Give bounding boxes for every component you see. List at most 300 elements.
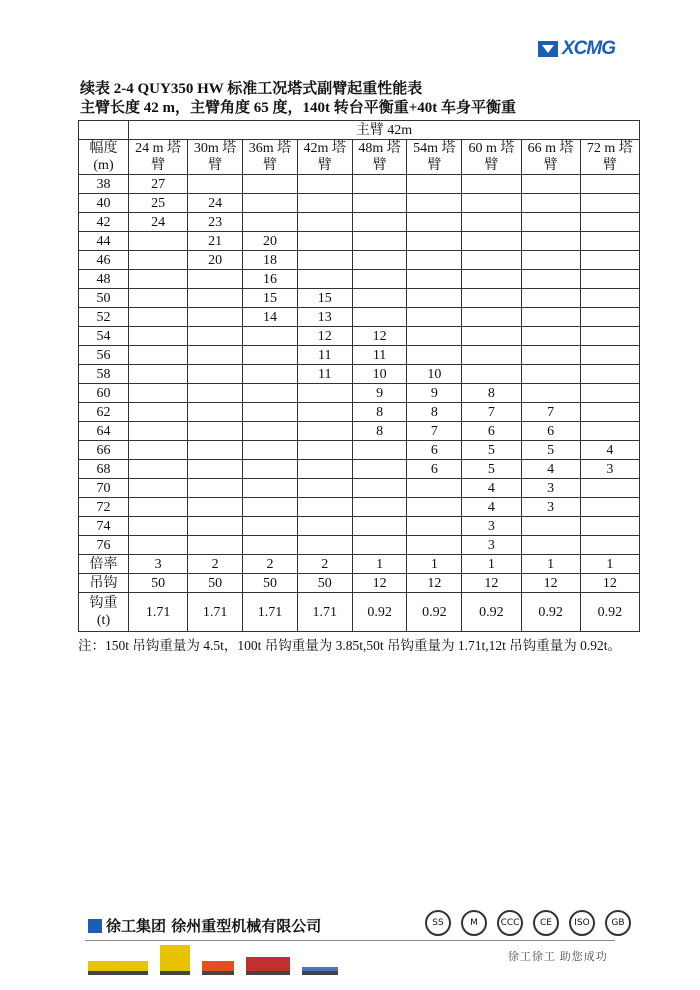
capacity-cell — [407, 346, 462, 365]
certification-ss-icon: SS — [425, 910, 451, 936]
capacity-cell — [580, 498, 639, 517]
column-header-line: 36m 塔 — [248, 141, 292, 156]
capacity-cell: 27 — [129, 175, 188, 194]
corner-cell — [79, 121, 129, 140]
capacity-cell — [407, 289, 462, 308]
capacity-cell — [297, 175, 352, 194]
capacity-cell — [580, 175, 639, 194]
table-row — [79, 479, 640, 498]
capacity-cell — [243, 365, 298, 384]
table-row — [79, 175, 640, 194]
capacity-cell: 7 — [521, 403, 580, 422]
capacity-cell — [407, 498, 462, 517]
table-row — [79, 213, 640, 232]
load-chart-table — [78, 120, 640, 632]
column-header-line: 臂 — [372, 158, 387, 173]
capacity-cell — [129, 365, 188, 384]
capacity-cell — [580, 308, 639, 327]
capacity-cell — [407, 232, 462, 251]
certification-ce-icon: CE — [533, 910, 559, 936]
table-row — [79, 384, 640, 403]
hook-weight-cell: 0.92 — [352, 593, 407, 632]
hook-weight-cell: 0.92 — [521, 593, 580, 632]
capacity-cell: 6 — [462, 422, 521, 441]
capacity-cell — [188, 308, 243, 327]
capacity-cell: 12 — [352, 327, 407, 346]
capacity-cell — [129, 289, 188, 308]
certification-iso-icon: ISO — [569, 910, 595, 936]
brand-logo-text: XCMG — [562, 38, 615, 59]
capacity-cell — [580, 479, 639, 498]
capacity-cell — [297, 460, 352, 479]
capacity-cell: 8 — [407, 403, 462, 422]
column-header-line: 30m 塔 — [193, 141, 237, 156]
capacity-cell: 3 — [521, 479, 580, 498]
column-header-row — [79, 140, 640, 175]
radius-cell: 76 — [79, 536, 129, 555]
capacity-cell — [352, 213, 407, 232]
capacity-cell — [580, 327, 639, 346]
capacity-cell: 11 — [297, 365, 352, 384]
capacity-cell — [297, 232, 352, 251]
column-header-line: 66 m 塔 — [527, 141, 574, 156]
capacity-cell — [129, 327, 188, 346]
capacity-cell: 5 — [462, 441, 521, 460]
column-header — [352, 140, 407, 175]
hook-weight-row — [79, 593, 640, 632]
radius-header-line: 幅度 — [89, 141, 118, 156]
hook-weight-cell: 1.71 — [297, 593, 352, 632]
footnote: 注：150t 吊钩重量为 4.5t，100t 吊钩重量为 3.85t,50t 吊钩重量为 1.71t,12t 吊钩重量为 0.92t。 — [78, 638, 622, 653]
capacity-cell — [580, 403, 639, 422]
capacity-cell — [580, 536, 639, 555]
table-row — [79, 498, 640, 517]
capacity-cell: 24 — [188, 194, 243, 213]
hook-weight-cell: 1.71 — [243, 593, 298, 632]
capacity-cell: 4 — [462, 479, 521, 498]
column-header-line: 72 m 塔 — [586, 141, 633, 156]
capacity-cell — [521, 346, 580, 365]
capacity-cell — [580, 365, 639, 384]
capacity-cell — [580, 194, 639, 213]
column-header-line: 臂 — [484, 158, 499, 173]
hook-row-cell: 12 — [580, 574, 639, 593]
radius-cell: 64 — [79, 422, 129, 441]
radius-cell: 62 — [79, 403, 129, 422]
capacity-cell — [243, 460, 298, 479]
capacity-cell: 13 — [297, 308, 352, 327]
reeving-row-cell: 1 — [352, 555, 407, 574]
capacity-cell: 23 — [188, 213, 243, 232]
capacity-cell — [462, 213, 521, 232]
capacity-cell — [462, 251, 521, 270]
capacity-cell — [243, 346, 298, 365]
capacity-cell — [580, 517, 639, 536]
capacity-cell — [462, 289, 521, 308]
capacity-cell — [297, 479, 352, 498]
capacity-cell — [580, 251, 639, 270]
capacity-cell: 3 — [521, 498, 580, 517]
xcmg-small-logo-icon — [88, 919, 102, 933]
radius-cell: 66 — [79, 441, 129, 460]
column-header — [129, 140, 188, 175]
capacity-cell: 5 — [521, 441, 580, 460]
capacity-cell — [407, 213, 462, 232]
capacity-cell — [129, 498, 188, 517]
column-header-line: 臂 — [602, 158, 617, 173]
hook-row-cell: 50 — [188, 574, 243, 593]
column-header-line: 臂 — [262, 158, 277, 173]
capacity-cell — [352, 536, 407, 555]
capacity-cell: 16 — [243, 270, 298, 289]
title-line-2: 主臂长度 42 m，主臂角度 65 度，140t 转台平衡重+40t 车身平衡重 — [80, 100, 517, 116]
capacity-cell — [521, 308, 580, 327]
column-header — [580, 140, 639, 175]
table-row — [79, 536, 640, 555]
capacity-cell — [521, 232, 580, 251]
capacity-cell — [352, 498, 407, 517]
capacity-cell: 9 — [352, 384, 407, 403]
capacity-cell — [352, 194, 407, 213]
capacity-cell: 7 — [462, 403, 521, 422]
capacity-cell — [580, 422, 639, 441]
capacity-cell — [188, 498, 243, 517]
capacity-cell: 3 — [462, 536, 521, 555]
column-header-line: 臂 — [317, 158, 332, 173]
reeving-row-cell: 1 — [462, 555, 521, 574]
crawler-crane-image — [160, 945, 190, 975]
capacity-cell: 15 — [243, 289, 298, 308]
capacity-cell — [352, 441, 407, 460]
group-header: 主臂 42m — [129, 121, 640, 140]
capacity-cell: 8 — [352, 403, 407, 422]
footer-company — [88, 915, 321, 936]
capacity-cell: 4 — [462, 498, 521, 517]
radius-cell: 38 — [79, 175, 129, 194]
hook-row-cell: 12 — [352, 574, 407, 593]
column-header-line: 48m 塔 — [358, 141, 401, 156]
capacity-cell — [188, 422, 243, 441]
reeving-row-cell: 1 — [407, 555, 462, 574]
capacity-cell — [521, 251, 580, 270]
capacity-cell — [129, 270, 188, 289]
certification-m-icon: M — [461, 910, 487, 936]
radius-cell: 44 — [79, 232, 129, 251]
capacity-cell — [462, 308, 521, 327]
capacity-cell: 25 — [129, 194, 188, 213]
capacity-cell — [129, 517, 188, 536]
capacity-cell — [129, 251, 188, 270]
radius-cell: 72 — [79, 498, 129, 517]
capacity-cell — [407, 479, 462, 498]
certification-ccc-icon: CCC — [497, 910, 523, 936]
capacity-cell — [243, 498, 298, 517]
reeving-row-cell: 2 — [243, 555, 298, 574]
column-header-line: 60 m 塔 — [468, 141, 515, 156]
capacity-cell — [352, 308, 407, 327]
capacity-cell — [580, 270, 639, 289]
hook-weight-label — [79, 593, 129, 632]
capacity-cell — [580, 289, 639, 308]
capacity-cell — [580, 384, 639, 403]
radius-cell: 42 — [79, 213, 129, 232]
column-header — [243, 140, 298, 175]
capacity-cell — [521, 213, 580, 232]
reeving-row — [79, 555, 640, 574]
capacity-cell — [243, 213, 298, 232]
table-row — [79, 194, 640, 213]
capacity-cell — [521, 327, 580, 346]
capacity-cell — [352, 270, 407, 289]
radius-cell: 68 — [79, 460, 129, 479]
capacity-cell — [521, 536, 580, 555]
table-row — [79, 441, 640, 460]
capacity-cell: 4 — [580, 441, 639, 460]
radius-cell: 70 — [79, 479, 129, 498]
certification-gb-icon: GB — [605, 910, 631, 936]
capacity-cell — [188, 346, 243, 365]
capacity-cell — [129, 536, 188, 555]
capacity-cell — [352, 460, 407, 479]
aerial-platform-image — [302, 967, 338, 975]
capacity-cell — [188, 327, 243, 346]
capacity-cell: 11 — [297, 346, 352, 365]
capacity-cell — [297, 384, 352, 403]
hook-row-cell: 50 — [129, 574, 188, 593]
column-header — [297, 140, 352, 175]
capacity-cell: 8 — [352, 422, 407, 441]
group-header-row — [79, 121, 640, 140]
capacity-cell — [129, 441, 188, 460]
capacity-cell: 10 — [407, 365, 462, 384]
capacity-cell — [297, 536, 352, 555]
capacity-cell — [407, 251, 462, 270]
capacity-cell: 11 — [352, 346, 407, 365]
capacity-cell — [243, 479, 298, 498]
reeving-row-cell: 1 — [580, 555, 639, 574]
vehicle-images — [88, 945, 338, 975]
column-header-line: 54m 塔 — [413, 141, 456, 156]
column-header-line: 24 m 塔 — [135, 141, 182, 156]
capacity-cell — [407, 175, 462, 194]
capacity-cell — [297, 194, 352, 213]
capacity-cell — [129, 346, 188, 365]
radius-cell: 74 — [79, 517, 129, 536]
reeving-row-label: 倍率 — [79, 555, 129, 574]
reeving-row-cell: 3 — [129, 555, 188, 574]
capacity-cell — [580, 213, 639, 232]
table-row — [79, 327, 640, 346]
capacity-cell — [243, 194, 298, 213]
capacity-cell: 8 — [462, 384, 521, 403]
capacity-cell — [188, 270, 243, 289]
capacity-cell — [243, 517, 298, 536]
radius-cell: 52 — [79, 308, 129, 327]
fire-truck-image — [246, 957, 290, 975]
capacity-cell: 10 — [352, 365, 407, 384]
pump-truck-image — [202, 961, 234, 975]
title-line-1: 续表 2-4 QUY350 HW 标准工况塔式副臂起重性能表 — [80, 81, 423, 97]
capacity-cell — [462, 194, 521, 213]
capacity-cell: 15 — [297, 289, 352, 308]
column-header-line: 臂 — [151, 158, 166, 173]
capacity-cell — [352, 232, 407, 251]
capacity-cell — [352, 289, 407, 308]
truck-crane-image — [88, 961, 148, 975]
capacity-cell — [352, 251, 407, 270]
hook-row-cell: 12 — [462, 574, 521, 593]
slogan: 徐工徐工 助您成功 — [508, 951, 608, 963]
capacity-cell — [521, 384, 580, 403]
capacity-cell — [129, 460, 188, 479]
capacity-cell — [297, 251, 352, 270]
column-header-line: 臂 — [543, 158, 558, 173]
radius-unit: (m) — [93, 158, 114, 173]
capacity-cell — [129, 479, 188, 498]
capacity-cell — [243, 384, 298, 403]
table-title — [80, 80, 516, 118]
table-row — [79, 517, 640, 536]
hook-weight-unit: (t) — [96, 613, 111, 628]
table-row — [79, 270, 640, 289]
capacity-cell — [462, 232, 521, 251]
capacity-cell — [297, 213, 352, 232]
capacity-cell — [243, 175, 298, 194]
table-row — [79, 308, 640, 327]
capacity-cell — [188, 479, 243, 498]
capacity-cell — [243, 536, 298, 555]
table-row — [79, 422, 640, 441]
column-header — [462, 140, 521, 175]
capacity-cell — [188, 289, 243, 308]
capacity-cell — [521, 365, 580, 384]
capacity-cell — [297, 270, 352, 289]
capacity-cell: 18 — [243, 251, 298, 270]
hook-row — [79, 574, 640, 593]
capacity-cell: 21 — [188, 232, 243, 251]
capacity-cell: 4 — [521, 460, 580, 479]
capacity-cell — [129, 308, 188, 327]
capacity-cell: 9 — [407, 384, 462, 403]
capacity-cell — [407, 536, 462, 555]
reeving-row-cell: 2 — [188, 555, 243, 574]
capacity-cell — [462, 346, 521, 365]
column-header-line: 臂 — [427, 158, 442, 173]
capacity-cell: 3 — [580, 460, 639, 479]
company-name: 徐工集团 徐州重型机械有限公司 — [106, 917, 322, 935]
radius-cell: 40 — [79, 194, 129, 213]
capacity-cell — [297, 441, 352, 460]
capacity-cell — [243, 441, 298, 460]
radius-cell: 60 — [79, 384, 129, 403]
column-header-line: 臂 — [208, 158, 223, 173]
capacity-cell — [407, 517, 462, 536]
capacity-cell — [407, 308, 462, 327]
radius-cell: 46 — [79, 251, 129, 270]
capacity-cell — [462, 365, 521, 384]
capacity-cell — [188, 175, 243, 194]
capacity-cell — [188, 460, 243, 479]
capacity-cell: 6 — [407, 460, 462, 479]
capacity-cell — [243, 327, 298, 346]
capacity-cell — [129, 232, 188, 251]
capacity-cell — [352, 517, 407, 536]
radius-cell: 56 — [79, 346, 129, 365]
capacity-cell: 6 — [407, 441, 462, 460]
capacity-cell — [521, 289, 580, 308]
hook-weight-cell: 0.92 — [407, 593, 462, 632]
capacity-cell — [407, 194, 462, 213]
capacity-cell — [580, 232, 639, 251]
capacity-cell — [352, 479, 407, 498]
hook-weight-cell: 1.71 — [188, 593, 243, 632]
capacity-cell — [129, 403, 188, 422]
capacity-cell — [352, 175, 407, 194]
radius-cell: 54 — [79, 327, 129, 346]
capacity-cell — [521, 270, 580, 289]
capacity-cell — [188, 365, 243, 384]
capacity-cell — [243, 403, 298, 422]
capacity-cell — [297, 498, 352, 517]
capacity-cell — [521, 175, 580, 194]
hook-row-label: 吊钩 — [79, 574, 129, 593]
hook-weight-cell: 0.92 — [462, 593, 521, 632]
capacity-cell: 20 — [243, 232, 298, 251]
capacity-cell — [462, 270, 521, 289]
capacity-cell: 6 — [521, 422, 580, 441]
capacity-cell: 7 — [407, 422, 462, 441]
hook-row-cell: 50 — [297, 574, 352, 593]
capacity-cell — [129, 384, 188, 403]
column-header — [521, 140, 580, 175]
table-row — [79, 251, 640, 270]
capacity-cell — [462, 175, 521, 194]
capacity-cell — [243, 422, 298, 441]
column-header — [188, 140, 243, 175]
radius-header — [79, 140, 129, 175]
capacity-cell: 24 — [129, 213, 188, 232]
table-row — [79, 346, 640, 365]
capacity-cell — [407, 270, 462, 289]
table-row — [79, 232, 640, 251]
table-row — [79, 460, 640, 479]
capacity-cell — [297, 422, 352, 441]
capacity-cell: 20 — [188, 251, 243, 270]
column-header-line: 42m 塔 — [303, 141, 346, 156]
table-row — [79, 403, 640, 422]
table-row — [79, 289, 640, 308]
hook-row-cell: 12 — [521, 574, 580, 593]
hook-row-cell: 12 — [407, 574, 462, 593]
footer-divider — [85, 940, 615, 941]
capacity-cell — [521, 517, 580, 536]
hook-row-cell: 50 — [243, 574, 298, 593]
radius-cell: 48 — [79, 270, 129, 289]
radius-cell: 50 — [79, 289, 129, 308]
certification-logos — [425, 910, 631, 936]
capacity-cell — [188, 384, 243, 403]
capacity-cell: 12 — [297, 327, 352, 346]
capacity-cell: 14 — [243, 308, 298, 327]
capacity-cell — [188, 517, 243, 536]
reeving-row-cell: 2 — [297, 555, 352, 574]
capacity-cell — [188, 536, 243, 555]
capacity-cell — [462, 327, 521, 346]
capacity-cell: 3 — [462, 517, 521, 536]
capacity-cell — [580, 346, 639, 365]
capacity-cell: 5 — [462, 460, 521, 479]
capacity-cell — [188, 441, 243, 460]
